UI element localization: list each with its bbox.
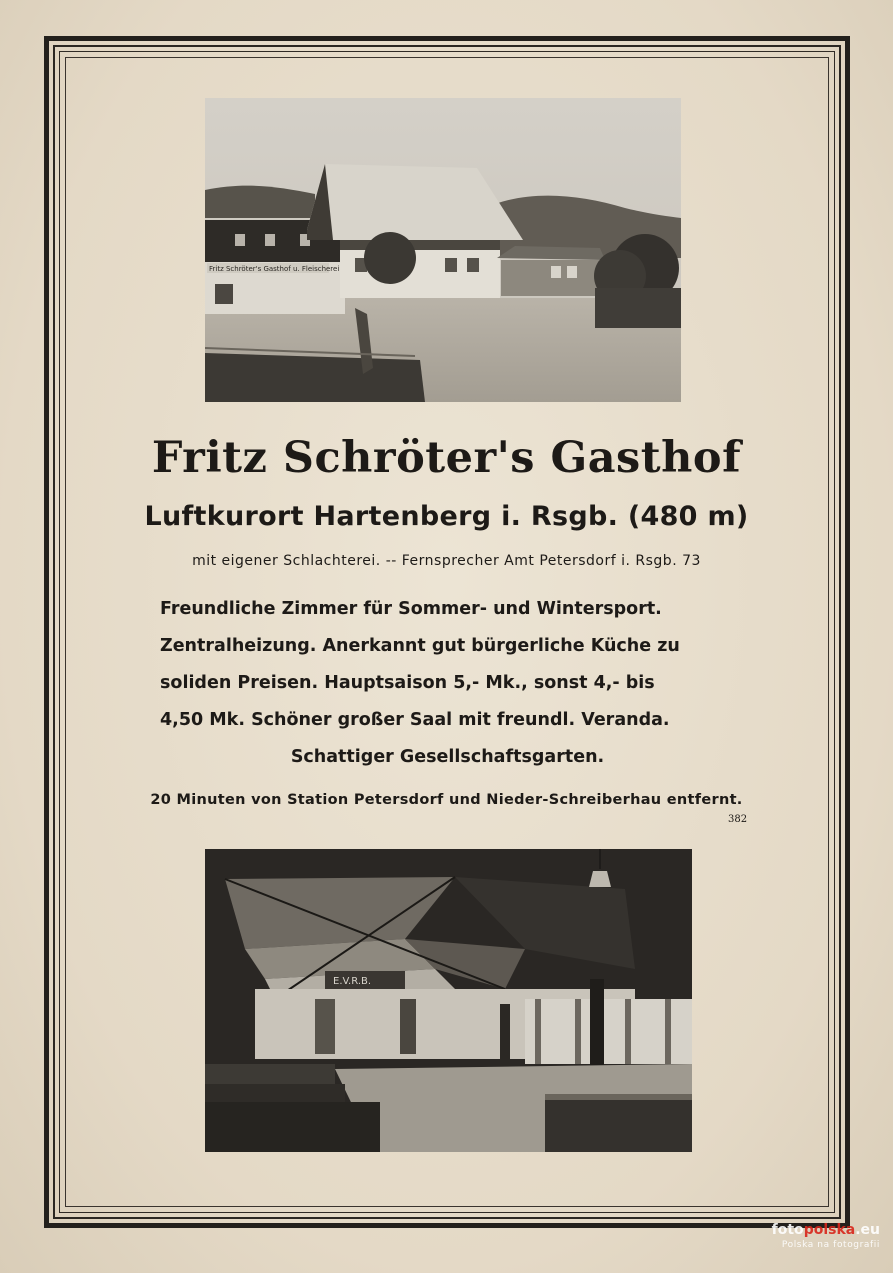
description-line-1: Freundliche Zimmer für Sommer- und Wintersport. — [160, 599, 662, 619]
description-line-5: Schattiger Gesellschaftsgarten. — [290, 747, 605, 767]
interior-hall-photo — [205, 849, 692, 1152]
watermark-logo: fotopolska.eu — [771, 1222, 880, 1238]
exterior-photo — [205, 98, 681, 402]
description-block — [160, 591, 735, 776]
distance-line: 20 Minuten von Station Petersdorf und Nieder-Schreiberhau entfernt. — [150, 792, 743, 808]
page-title: Fritz Schröter's Gasthof — [151, 433, 742, 483]
watermark — [740, 1221, 880, 1251]
description-line-4: 4,50 Mk. Schöner großer Saal mit freundl. Veranda. — [160, 710, 670, 730]
description-line-3: soliden Preisen. Hauptsaison 5,- Mk., sonst 4,- bis — [160, 673, 655, 693]
contact-line: mit eigener Schlachterei. -- Fernsprecher Amt Petersdorf i. Rsgb. 73 — [192, 553, 701, 569]
description-line-2: Zentralheizung. Anerkannt gut bürgerliche Küche zu — [160, 636, 680, 656]
building-sign: Fritz Schröter's Gasthof u. Fleischerei — [209, 265, 340, 273]
location-subtitle: Luftkurort Hartenberg i. Rsgb. (480 m) — [144, 501, 749, 532]
ad-number: 382 — [728, 814, 748, 825]
watermark-tagline: Polska na fotografii — [781, 1240, 880, 1250]
hall-banner: E.V.R.B. — [333, 976, 372, 987]
